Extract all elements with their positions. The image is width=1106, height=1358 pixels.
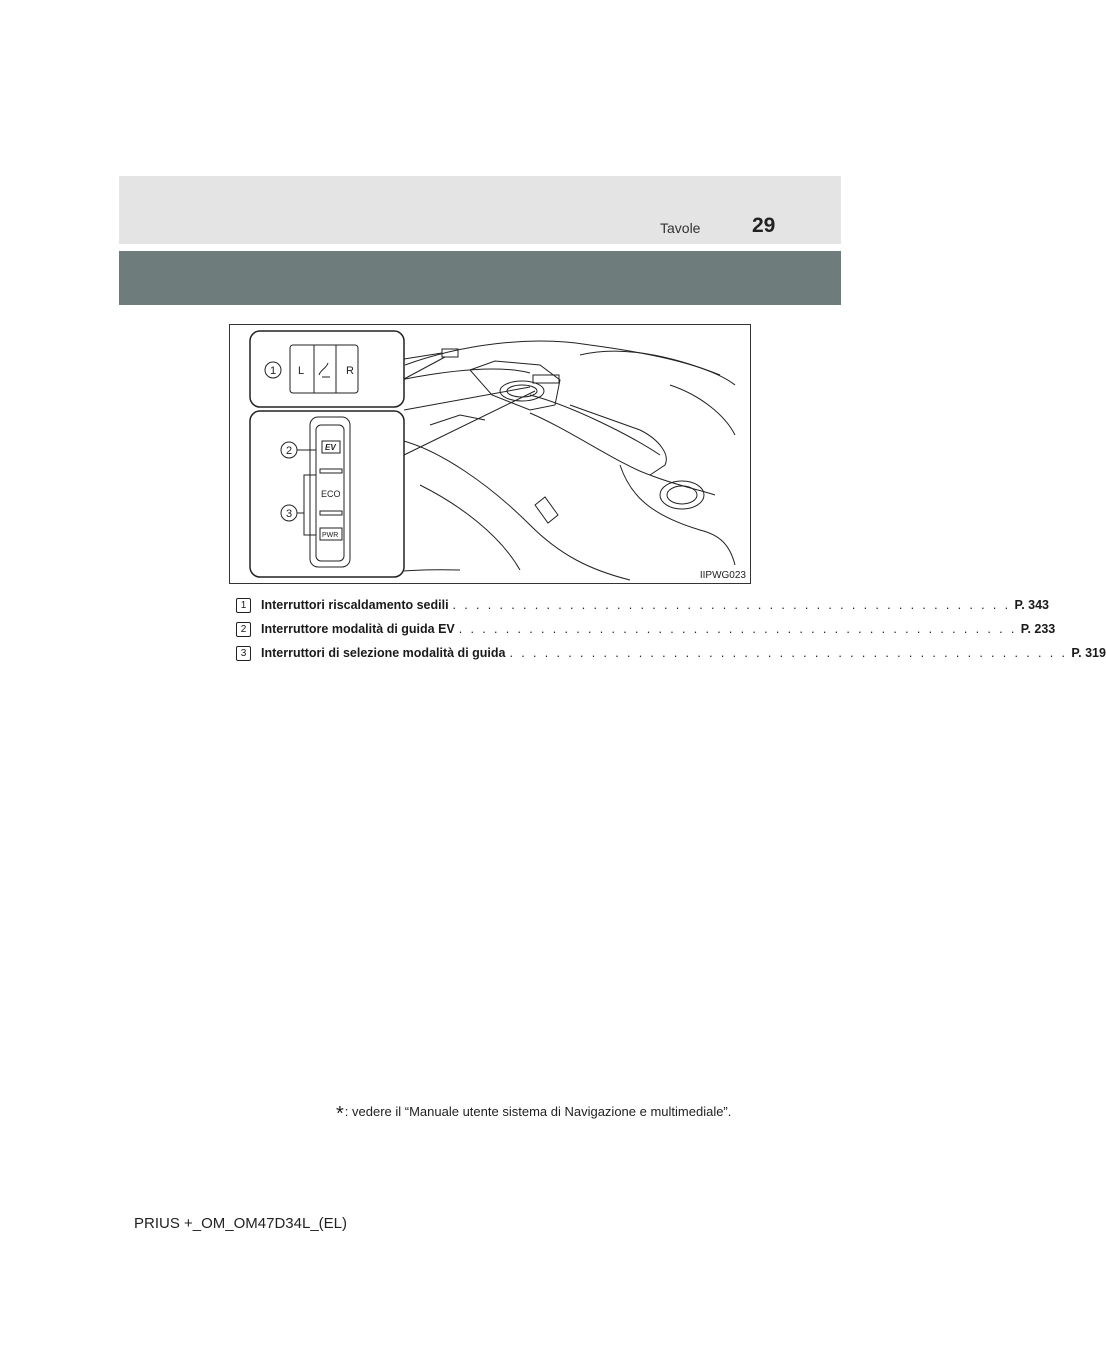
svg-text:1: 1	[270, 365, 277, 377]
footnote-marker: *	[336, 1103, 344, 1125]
svg-text:2: 2	[286, 445, 293, 457]
leader-dots: . . . . . . . . . . . . . . . . . . . . . . . . . . . . . . . . . . . . . . . . . . . . . . . .	[452, 598, 1011, 612]
console-illustration	[229, 324, 751, 584]
callout-label: Interruttori riscaldamento sedili	[261, 598, 449, 612]
chapter-bar	[119, 251, 841, 305]
callout-item	[236, 641, 1106, 665]
footnote-text: : vedere il “Manuale utente sistema di Navigazione e multimediale”.	[344, 1104, 732, 1119]
leader-dots: . . . . . . . . . . . . . . . . . . . . . . . . . . . . . . . . . . . . . . . . . . . . . . . .	[509, 646, 1068, 660]
page-reference: P. 233	[1020, 622, 1056, 636]
seat-heater-right-label: R	[346, 365, 354, 377]
footnote	[336, 1103, 731, 1126]
callout-item	[236, 593, 1050, 617]
leader-dots: . . . . . . . . . . . . . . . . . . . . . . . . . . . . . . . . . . . . . . . . . . . . . . . .	[458, 622, 1017, 636]
drive-mode-inset	[250, 411, 404, 577]
callout-number: 2	[236, 622, 251, 637]
figure-code: IIPWG023	[699, 570, 746, 581]
seat-heater-inset	[250, 331, 404, 407]
page-number: 29	[752, 214, 776, 237]
callout-item	[236, 617, 1056, 641]
callout-number: 3	[236, 646, 251, 661]
section-title: Tavole	[660, 220, 701, 236]
callout-label: Interruttori di selezione modalità di guida	[261, 646, 506, 660]
console-drawing	[230, 325, 750, 583]
header-band	[119, 176, 841, 244]
eco-button: ECO	[321, 489, 341, 499]
callout-number: 1	[236, 598, 251, 613]
page-reference: P. 319	[1071, 646, 1106, 660]
callout-list	[236, 593, 1106, 665]
page-reference: P. 343	[1014, 598, 1050, 612]
svg-text:EV: EV	[325, 443, 336, 452]
svg-text:PWR: PWR	[322, 532, 339, 539]
seat-heater-left-label: L	[298, 365, 305, 377]
document-id: PRIUS +_OM_OM47D34L_(EL)	[134, 1215, 348, 1232]
svg-text:3: 3	[286, 508, 293, 520]
callout-label: Interruttore modalità di guida EV	[261, 622, 455, 636]
